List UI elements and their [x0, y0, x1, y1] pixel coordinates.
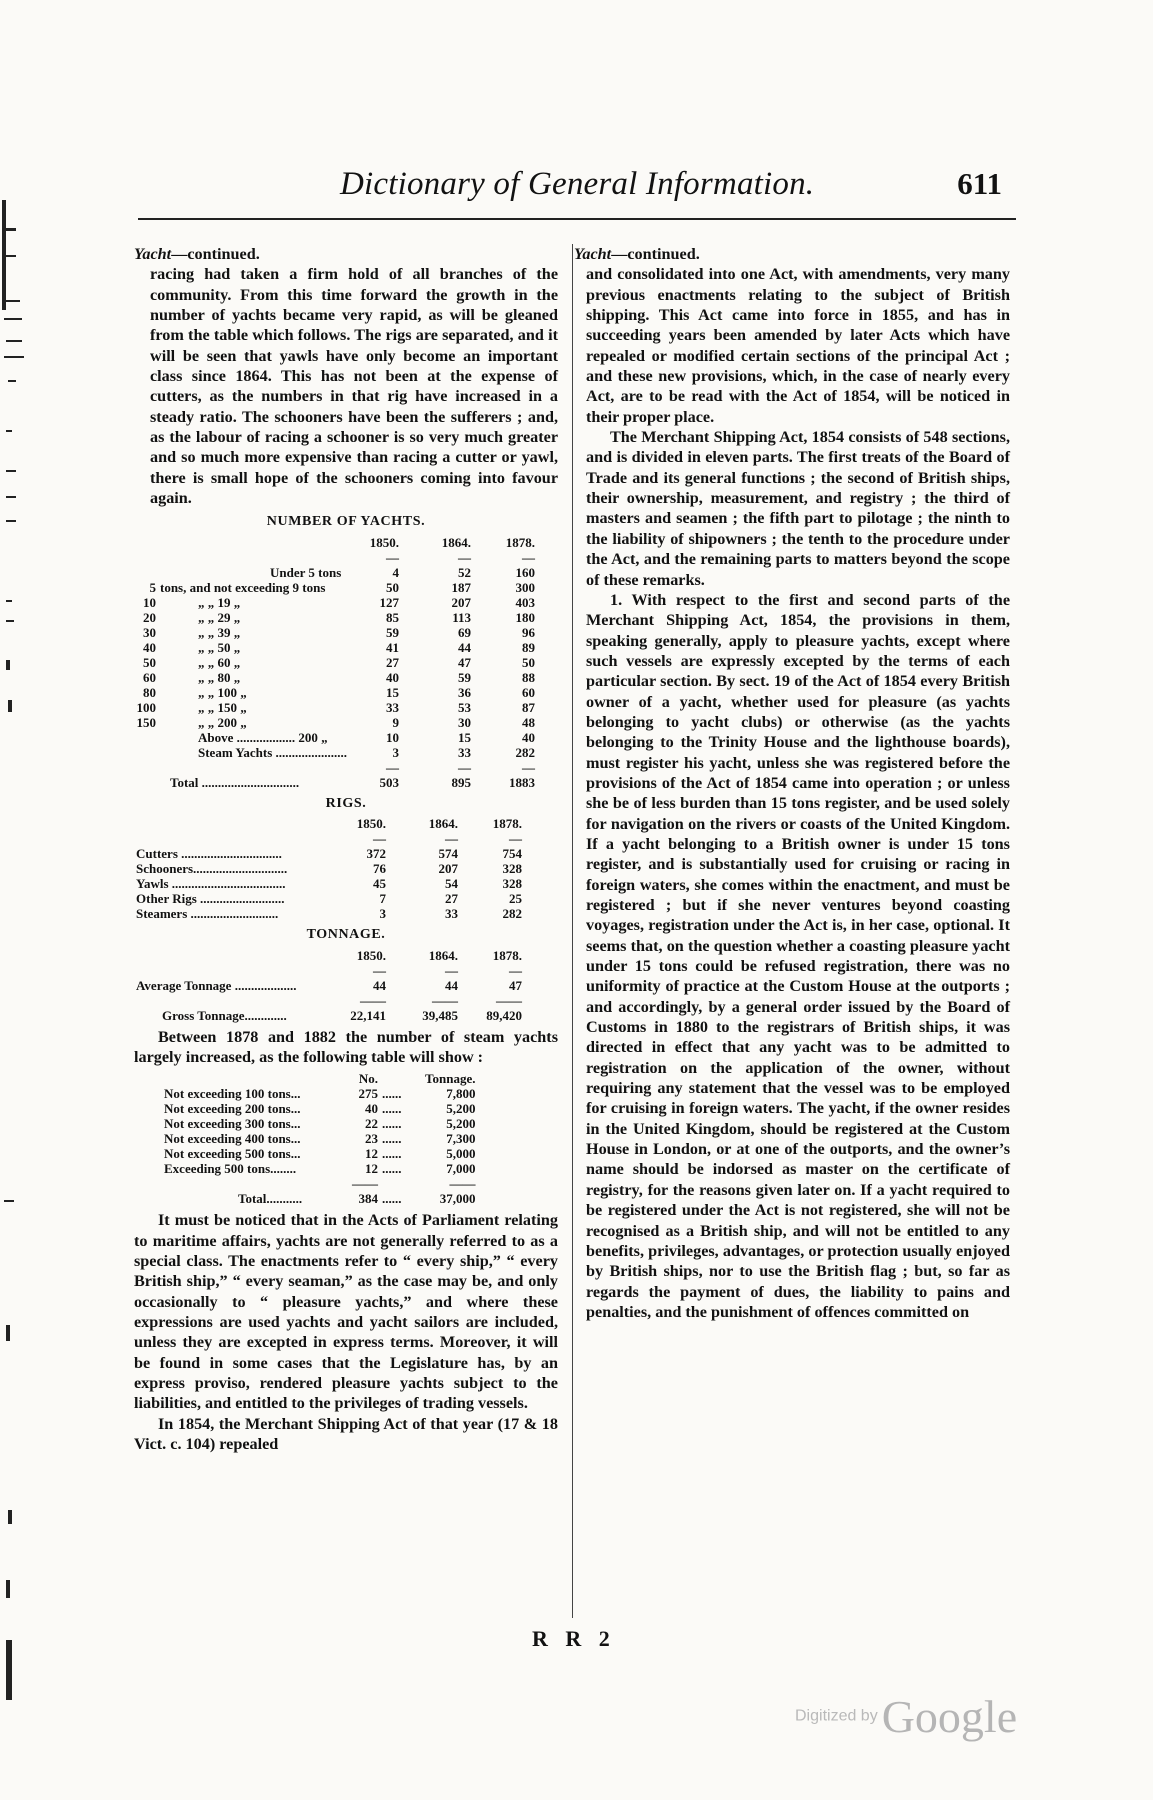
left-column: [134, 244, 558, 1454]
table-row: Not exceeding 100 tons... 275 ...... 7,800: [164, 1086, 476, 1102]
year-header: 1864.: [441, 534, 472, 550]
table-row: Under 5 tons 4 52 160: [270, 564, 536, 580]
gross-tonnage-row: Gross Tonnage............. 22,141 39,485 89,420: [162, 1007, 522, 1023]
table-row: Steam Yachts ...................... 3 33 282: [198, 744, 536, 760]
table-row: Exceeding 500 tons........ 12 ...... 7,000: [164, 1161, 476, 1177]
steam-yachts-table: No. Tonnage. Not exceeding 100 tons... 275 ...... 7,800 Not exceeding 200 tons... 40 ...... 5,200 Not exceeding 300 tons... 22 ...... 5,200 Not exceeding 400 tons... 23 ...... 7,300 Not exceeding 500 tons... 12 ...... 5,000 Exceeding 500 tons........ 12 ...... 7,000 —— —— Total........... 384 ...... 37,000: [164, 1071, 476, 1207]
header-rule: [138, 218, 1016, 220]
table-row: Not exceeding 400 tons... 23 ...... 7,300: [164, 1131, 476, 1147]
table-row: 20 „ „ 29 „ 85 113 180: [143, 609, 536, 625]
rigs-table: 1850. 1864. 1878. — — — Cutters ............................... 372 574 754 Schooners............................. 76 207 328 Yawls ................................... 45 54 328 Other Rigs .......................... 7 27 25 Steamers ........................... 3 33 282: [136, 816, 522, 922]
google-watermark: [795, 1690, 1017, 1743]
table-row: 10 „ „ 19 „ 127 207 403: [143, 594, 536, 610]
page-edge-marks: [0, 0, 36, 1800]
left-paragraph-2: Between 1878 and 1882 the number of steam yachts largely increased, as the following table will show :: [134, 1027, 558, 1066]
continued-heading: Yacht—continued.: [574, 245, 700, 263]
table-row: 40 „ „ 50 „ 41 44 89: [143, 639, 536, 655]
watermark-prefix: Digitized by: [795, 1707, 878, 1725]
intro-paragraph-block: [134, 264, 558, 508]
continued-heading: Yacht—continued.: [134, 245, 260, 263]
table-row: 60 „ „ 80 „ 40 59 88: [143, 669, 536, 685]
year-header: 1878.: [505, 534, 536, 550]
table-row: Schooners............................. 76 207 328: [136, 861, 522, 877]
table-row: 100 „ „ 150 „ 33 53 87: [136, 699, 536, 715]
running-title: Dictionary of General Information.: [340, 166, 815, 202]
yachts-total-row: Total .............................. 503 895 1883: [170, 774, 536, 790]
table-row: Not exceeding 500 tons... 12 ...... 5,000: [164, 1146, 476, 1162]
table-row: Other Rigs .......................... 7 27 25: [136, 891, 522, 907]
table-row: Cutters ............................... 372 574 754: [136, 846, 522, 862]
google-logo: Google: [881, 1691, 1018, 1742]
table-row: Not exceeding 200 tons... 40 ...... 5,200: [164, 1101, 476, 1117]
right-paragraph-3: 1. With respect to the first and second parts of the Merchant Shipping Act, 1854, the provisions in them, speaking generally, apply to pleasure yachts, except where such vessels are expressly excepted by the terms of each particular section. By sect. 19 of the Act of 1854 every British owner of a yacht, whether used for pleasure (as yachts belonging to yacht clubs) or otherwise (as the yachts belonging to the Trinity House and the lighthouse boards), must register his yacht, unless she was registered before the provisions of the Act of 1854 came into operation ; or unless she be of less burden than 15 tons register, and be used solely for navigation on the rivers or coasts of the United Kingdom. If a yacht belonging to a British owner is under 15 tons register, and is substantially used for cruising or racing in foreign waters, she comes within the enactment, and must be registered ; but if she never ventures beyond coasting voyages, registration under the Act is, in her case, optional. It seems that, on the question whether a coasting pleasure yacht under 15 tons could be refused registration, there was no uniformity of practice at the Custom House at the outports ; and accordingly, by a general order issued by the Board of Customs in 1880 to the registrars of British ships, it was directed in effect that any yacht was to be admitted to registration on the application of the owner, without requiring any statement that the vessel was to be employed for cruising in foreign waters. The yacht, if the owner resides in the United Kingdom, should be registered at the Custom House in London, or at one of the outports, and the owner’s name should be indorsed as master on the certificate of registry, for the reasons given later on. If a yacht required to be registered under the Act is not registered, she will not be recognised as a British ship, and will not be entitled to any benefits, privileges, advantages, or protection usually enjoyed by British ships, nor to use the British flag ; but, so far as regards the payment of dues, the liability to pains and penalties, and the punishment of offences committed on: [586, 590, 1010, 1321]
table-row: 50 „ „ 60 „ 27 47 50: [143, 654, 536, 670]
column-divider: [572, 244, 573, 1618]
steam-total-row: Total........... 384 ...... 37,000: [238, 1191, 476, 1207]
year-header: 1850.: [369, 534, 400, 550]
left-paragraph-4: In 1854, the Merchant Shipping Act of that year (17 & 18 Vict. c. 104) repealed: [134, 1414, 558, 1453]
yachts-table: 1850. 1864. 1878. — — — Under 5 tons 4 52 160 5 tons, and not exceeding 9 tons 50 187 300 10 „ „ 19 „ 127 207 403 20 „ „ 29 „ 85 113 180 30 „ „ 39 „ 59 69 96 40 „ „ 50 „ 41 44 89 50 „ „ 60 „ 27 47 50 60 „ „ 80 „ 40 59 88 80 „ „ 100 „ 15 36 60 100 „ „ 150 „ 33 53 87 150 „ „ 200 „ 9 30 48 Above .................. 200 „ 10 15 40 Steam Yachts ...................... 3 33 282 — — — Total .............................. 503 895 1883: [130, 535, 537, 790]
page-number: 611: [957, 166, 1002, 201]
right-column: [574, 244, 1010, 1322]
table-row: 30 „ „ 39 „ 59 69 96: [143, 624, 536, 640]
table-row: Yawls ................................... 45 54 328: [136, 876, 522, 892]
average-tonnage-row: Average Tonnage ................... 44 44 47: [136, 977, 522, 993]
rigs-table-title: RIGS.: [325, 795, 367, 811]
yachts-table-title: NUMBER OF YACHTS.: [266, 514, 426, 530]
table-row: 80 „ „ 100 „ 15 36 60: [143, 684, 536, 700]
tonnage-table-title: TONNAGE.: [306, 927, 386, 943]
signature-mark: R R 2: [532, 1626, 616, 1651]
tonnage-table: 1850. 1864. 1878. — — — Average Tonnage ................... 44 44 47 —— —— —— Gross Tonnage............. 22,141 39,485 89,420: [136, 947, 522, 1023]
page-header: [138, 166, 1016, 212]
right-paragraph-2: The Merchant Shipping Act, 1854 consists of 548 sections, and is divided in eleven parts. The first treats of the Board of Trade and its general functions ; the second of British ships, their ownership, measurement, and registry ; the third of masters and seamen ; the fifth part to pilotage ; the ninth to the liability of shipowners ; the tenth to the procedure under the Act, and the remaining parts to matters beyond the scope of these remarks.: [586, 428, 1010, 589]
table-row: Steamers ........................... 3 33 282: [136, 906, 522, 922]
table-row: Not exceeding 300 tons... 22 ...... 5,200: [164, 1116, 476, 1132]
table-row: Above .................. 200 „ 10 15 40: [198, 729, 536, 745]
table-row: 150 „ „ 200 „ 9 30 48: [136, 714, 536, 730]
left-paragraph-3: It must be noticed that in the Acts of Parliament relating to maritime affairs, yachts are not generally referred to as a special class. The enactments refer to “ every ship,” “ every British ship,” “ every seaman,” as the case may be, and only occasionally to “ pleasure yachts,” and where these expressions are used yachts and yacht sailors are included, unless they are excepted in express terms. Moreover, it will be found in some cases that the Legislature has, by an express proviso, rendered pleasure yachts subject to the liabilities, and entitled to the privileges of trading vessels.: [134, 1211, 558, 1413]
right-paragraph-1: and consolidated into one Act, with amendments, very many previous enactments relating to the subject of British shipping. This Act came into force in 1855, and has in succeeding years been amended by later Acts which have repealed or modified certain sections of the principal Act ; and these new provisions, which, in the case of nearly every Act, are to be read with the Act of 1854, will be noticed in their proper place.: [586, 265, 1010, 426]
table-row: 5 tons, and not exceeding 9 tons 50 187 300: [149, 579, 536, 595]
left-paragraph-1: racing had taken a firm hold of all branches of the community. From this time forward the growth in the number of yachts became very rapid, as will be gleaned from the table which follows. The rigs are separated, and it will be seen that yawls have only become an important class since 1864. This has not been at the expense of cutters, as the numbers in that rig have increased in a steady ratio. The schooners have been the sufferers ; and, as the labour of racing a schooner is so very much greater and so much more expensive than racing a cutter or yawl, there is small hope of the schooners coming into favour again.: [150, 265, 558, 508]
